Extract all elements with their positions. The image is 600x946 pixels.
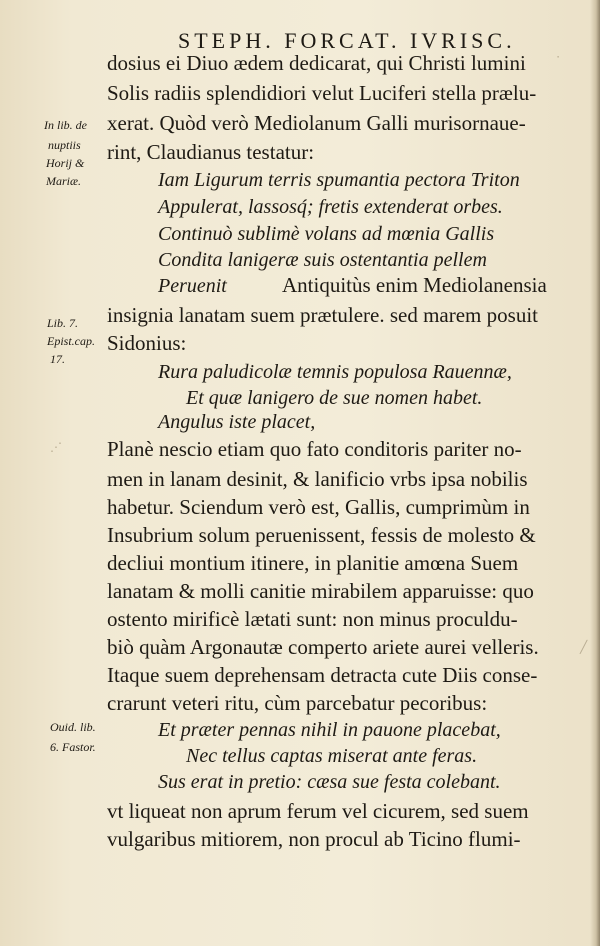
body-line: Sidonius:	[107, 331, 187, 355]
body-line: dosius ei Diuo ædem dedicarat, qui Christi lumini	[107, 51, 526, 75]
margin-note: nuptiis	[48, 138, 81, 152]
verse-line: Condita lanigeræ suis ostentantia pellem	[158, 249, 487, 271]
margin-note: Lib. 7.	[47, 316, 79, 330]
margin-note: 17.	[50, 352, 65, 366]
body-line: Planè nescio etiam quo fato conditoris pariter no-	[107, 437, 522, 461]
body-line: Solis radiis splendidiori velut Luciferi stella prælu-	[107, 81, 537, 105]
paper-speck: ⋅	[556, 50, 561, 64]
paper-speck: ╱	[580, 640, 588, 654]
body-line: vt liqueat non aprum ferum vel cicurem, sed suem	[107, 799, 529, 823]
paper-speck: ⋰	[50, 440, 62, 454]
page-edge-shadow	[590, 0, 600, 946]
margin-note: 6. Fastor.	[50, 740, 96, 754]
body-line: xerat. Quòd verò Mediolanum Galli murisornaue-	[107, 111, 526, 135]
body-line: Itaque suem deprehensam detracta cute Diis conse-	[107, 663, 538, 687]
body-line: insignia lanatam suem prætulere. sed marem posuit	[107, 303, 538, 327]
verse-line: Et præter pennas nihil in pauone placebat,	[158, 719, 501, 741]
verse-line: Peruenit	[158, 275, 227, 297]
verse-line: Continuò sublimè volans ad mœnia Gallis	[158, 223, 495, 245]
verse-line: Rura paludicolæ temnis populosa Rauennæ,	[158, 361, 512, 383]
body-line: decliui montium itinere, in planitie amœna Suem	[107, 551, 519, 575]
body-line: Insubrium solum peruenissent, fessis de molesto &	[107, 523, 536, 547]
verse-line: Iam Ligurum terris spumantia pectora Triton	[158, 169, 520, 191]
body-line: crarunt veteri ritu, cùm parcebatur pecoribus:	[107, 691, 488, 715]
body-line: habetur. Sciendum verò est, Gallis, cumprimùm in	[107, 495, 530, 519]
margin-note: Mariæ.	[46, 174, 82, 188]
running-head: STEPH. FORCAT. IVRISC.	[178, 28, 516, 53]
body-line: vulgaribus mitiorem, non procul ab Ticino flumi-	[107, 827, 521, 851]
body-line: Antiquitùs enim Mediolanensia	[282, 273, 547, 297]
verse-line: Appulerat, lassosq́; fretis extenderat orbes.	[158, 196, 503, 218]
margin-note: Epist.cap.	[47, 334, 95, 348]
verse-line: Sus erat in pretio: cæsa sue festa colebant.	[158, 771, 501, 793]
verse-line: Nec tellus captas miserat ante feras.	[186, 745, 478, 767]
verse-line: Angulus iste placet,	[158, 411, 316, 433]
body-line: ostento mirificè lætati sunt: non minus proculdu-	[107, 607, 518, 631]
body-line: rint, Claudianus testatur:	[107, 140, 315, 164]
verse-line: Et quæ lanigero de sue nomen habet.	[186, 387, 483, 409]
body-line: biò quàm Argonautæ comperto ariete aurei velleris.	[107, 635, 539, 659]
margin-note: Ouid. lib.	[50, 720, 96, 734]
margin-note: Horij &	[46, 156, 85, 170]
body-line: men in lanam desinit, & lanificio vrbs ipsa nobilis	[107, 467, 528, 491]
body-line: lanatam & molli canitie mirabilem apparuisse: quo	[107, 579, 534, 603]
margin-note: In lib. de	[44, 118, 87, 132]
